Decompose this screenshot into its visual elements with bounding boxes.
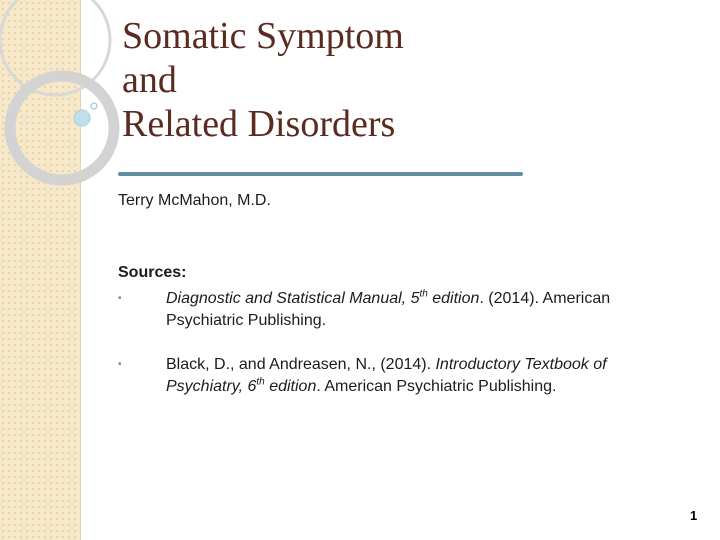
bullet-icon: • <box>118 293 122 304</box>
decorative-rings <box>0 0 130 200</box>
source-title-text: Diagnostic and Statistical Manual, 5 <box>166 290 420 307</box>
source-authors: Black, D., and Andreasen, N., (2014). <box>166 356 436 373</box>
superscript: th <box>419 288 428 300</box>
sources-list <box>118 288 678 398</box>
title-underline <box>118 172 523 176</box>
sources-heading: Sources: <box>118 264 187 281</box>
slide-title <box>122 14 542 146</box>
source-details: . American Psychiatric Publishing. <box>316 378 557 395</box>
dot-small <box>91 103 97 109</box>
title-line-3: Related Disorders <box>122 103 396 145</box>
source-item <box>118 354 678 398</box>
source-title-edition: edition <box>264 378 317 395</box>
superscript: th <box>256 376 265 388</box>
title-line-1: Somatic Symptom <box>122 15 404 57</box>
slide-body <box>118 190 678 420</box>
ring-thick <box>10 76 114 180</box>
title-line-2: and <box>122 59 177 101</box>
source-details: . (2014). American Psychiatric Publishing. <box>166 290 611 329</box>
source-title-text: Introductory Textbook of Psychiatry, 6 <box>166 356 607 395</box>
bullet-icon: • <box>118 359 122 370</box>
author: Terry McMahon, M.D. <box>118 192 271 209</box>
dot-large <box>74 110 90 126</box>
page-number: 1 <box>690 508 698 523</box>
source-item <box>118 288 678 332</box>
source-title <box>166 290 479 307</box>
source-title-edition: edition <box>427 290 480 307</box>
